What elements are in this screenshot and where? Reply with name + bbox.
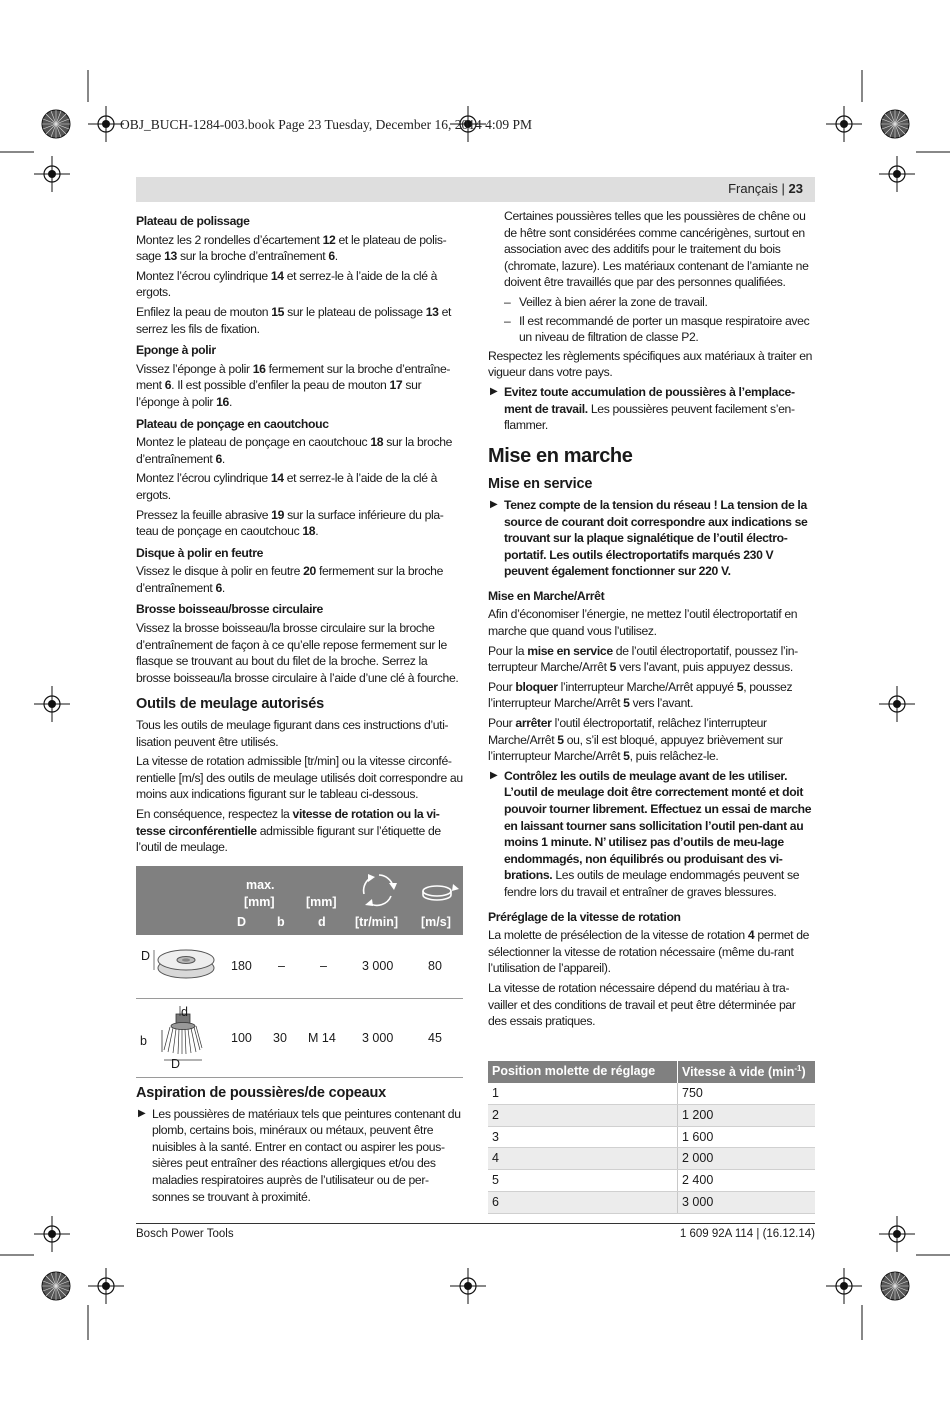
table-row: 1 750 xyxy=(488,1083,815,1105)
bullet-item: ▶ Evitez toute accumulation de poussières à l’emplace-ment de travail. Les poussières peuvent facilement s’en-flammer. xyxy=(490,384,795,433)
footer-doc-number: 1 609 92A 114 | (16.12.14) xyxy=(679,1228,815,1240)
col-separator xyxy=(677,1061,678,1083)
rotation-speed-icon xyxy=(360,872,398,908)
heading-mise-en-marche: Mise en marche xyxy=(488,444,633,467)
heading-brosse: Brosse boisseau/brosse circulaire xyxy=(136,602,323,617)
cell-D: 180 xyxy=(231,959,252,973)
table-row: 6 3 000 xyxy=(488,1192,815,1214)
cell-b: 30 xyxy=(273,1031,287,1045)
bullet-triangle-icon: ▶ xyxy=(490,769,498,781)
heading-marche-arret: Mise en Marche/Arrêt xyxy=(488,588,605,603)
language-label: Français xyxy=(728,181,778,196)
paragraph: Enfilez la peau de mouton 15 sur le plateau de polissage 13 et serrez les fils de fixation. xyxy=(136,304,452,336)
sunburst-mark-tl xyxy=(42,110,70,138)
crossmark-left-top xyxy=(34,156,70,192)
heading-eponge: Eponge à polir xyxy=(136,343,216,358)
bullet-item: ▶ Les poussières de matériaux tels que peintures contenant du plomb, certains bois, minéraux ou métaux, peuvent être nuisibles à la santé. Entrer en contact ou aspirer les pous-sières peut entraîner des réactions allergiques et/ou des maladies respiratoires auprès de l’utilisateur ou de per-sonnes se trouvant à proximité. xyxy=(138,1106,461,1204)
cell-d: – xyxy=(320,959,327,973)
speed-table xyxy=(488,1061,815,1214)
table-row: 2 1 200 xyxy=(488,1105,815,1127)
header-D: D xyxy=(237,915,247,929)
dash-item: – Veillez à bien aérer la zone de travail. xyxy=(504,294,708,309)
circumferential-speed-icon xyxy=(419,880,463,902)
cell-d: M 14 xyxy=(308,1031,336,1045)
sunburst-mark-tr xyxy=(881,110,909,138)
cell-rpm: 3 000 xyxy=(362,959,394,973)
grinding-tools-table xyxy=(136,866,463,1078)
header-b: b xyxy=(277,915,285,929)
table-row: 3 1 600 xyxy=(488,1127,815,1149)
crossmark-top-3 xyxy=(826,106,862,142)
paragraph: Montez l’écrou cylindrique 14 et serrez-le à l’aide de la clé à ergots. xyxy=(136,471,438,502)
crossmark-left-bottom xyxy=(34,1216,70,1252)
dim-label-D: D xyxy=(171,1057,181,1071)
page-header-bar xyxy=(136,177,815,202)
heading-feutre: Disque à polir en feutre xyxy=(136,545,264,560)
table-row: 4 2 000 xyxy=(488,1148,815,1170)
dash-glyph: – xyxy=(504,313,511,328)
heading-aspiration: Aspiration de poussières/de copeaux xyxy=(136,1085,387,1101)
header-d: d xyxy=(318,915,326,929)
cell-D: 100 xyxy=(231,1031,252,1045)
crossmark-left-mid xyxy=(34,686,70,722)
cell-ms: 45 xyxy=(428,1031,442,1045)
header-m-s: [m/s] xyxy=(421,915,451,929)
heading-mise-en-service: Mise en service xyxy=(488,476,593,493)
row-divider xyxy=(136,1077,463,1078)
crossmark-top-1 xyxy=(88,106,124,142)
paragraph: Pour arrêter l’outil électroportatif, relâchez l’interrupteur Marche/Arrêt 5 ou, s’il est bloqué, appuyez brièvement sur l’interrupteur Marche/Arrêt 5, puis relâchez-le. xyxy=(488,716,783,764)
crossmark-right-top xyxy=(879,156,915,192)
col-header-position: Position molette de réglage xyxy=(492,1064,656,1078)
footer-brand: Bosch Power Tools xyxy=(136,1228,234,1240)
col-header-speed: Vitesse à vide $(\min^{-1})$ xyxy=(682,1064,806,1080)
sunburst-mark-bl xyxy=(42,1272,70,1300)
header-mm-2: [mm] xyxy=(306,895,337,909)
dash-item: – Il est recommandé de porter un masque respiratoire avec un niveau de filtration de classe P2. xyxy=(504,313,810,345)
dim-label-d: d xyxy=(181,1005,188,1019)
paragraph: La vitesse de rotation admissible [tr/min] ou la vitesse circonfé-rentielle [m/s] des outils de meulage utilisés doit correspondre au moins aux indications figurant sur le tableau ci-dessous. xyxy=(136,754,463,802)
heading-caoutchouc: Plateau de ponçage en caoutchouc xyxy=(136,416,329,431)
paragraph: La vitesse de rotation nécessaire dépend du matériau à tra-vailler et des conditions de travail et peut être déterminée par des essais pratiques. xyxy=(488,980,796,1029)
paragraph: Respectez les règlements spécifiques aux matériaux à traiter en vigueur dans votre pays. xyxy=(488,348,813,380)
bullet-triangle-icon: ▶ xyxy=(490,385,498,397)
paragraph: Pour la mise en service de l’outil électroportatif, poussez l’in-terrupteur Marche/Arrêt 5 vers l’avant, puis appuyez dessus. xyxy=(488,643,798,675)
header-max: max. xyxy=(246,878,275,892)
crossmark-bottom-3 xyxy=(826,1268,862,1304)
header-mm-1: [mm] xyxy=(244,895,275,909)
heading-outils-meulage: Outils de meulage autorisés xyxy=(136,696,324,713)
paragraph: Certaines poussières telles que les poussières de chêne ou de hêtre sont considérées comme cancérigènes, surtout en association avec des additifs pour le traitement du bois (chromate, lazure). Les matériaux contenant de l’amiante ne doivent être travaillés que par des personnes qualifiées. xyxy=(504,209,809,290)
bullet-item: ▶ Tenez compte de la tension du réseau ! La tension de la source de courant doit correspondre aux indications se trouvant sur la plaque signalétique de l’outil électro-portatif. Les outils électroportatifs marqués 230 V peuvent également fonctionner sur 220 V. xyxy=(490,497,808,579)
speed-table-header xyxy=(488,1061,815,1083)
aspiration-section xyxy=(136,1083,464,1208)
book-file-header: OBJ_BUCH-1284-003.book Page 23 Tuesday, December 16, 2014 4:09 PM xyxy=(120,117,532,132)
cell-ms: 80 xyxy=(428,959,442,973)
paragraph: Vissez le disque à polir en feutre 20 fermement sur la broche d’entraînement 6. xyxy=(136,564,443,595)
table-header xyxy=(136,866,463,935)
heading-plateau-polissage: Plateau de polissage xyxy=(136,214,250,228)
paragraph: En conséquence, respectez la vitesse de rotation ou la vi-tesse circonférentielle admissible figurant sur l’étiquette de l’outil de meulage. xyxy=(136,807,441,855)
dash-glyph: – xyxy=(504,294,511,309)
row-divider xyxy=(136,998,463,999)
grinding-disc-drawing xyxy=(152,938,216,994)
paragraph: Vissez la brosse boisseau/la brosse circulaire sur la broche d’entraînement de façon à ce qu’elle repose fermement sur le flasque se trouvant au bout du filet de la broche. Serrez la brosse boisseau/la brosse circulaire à l’aide d’une clé à fourche. xyxy=(136,621,459,685)
crossmark-bottom-2 xyxy=(450,1268,486,1304)
paragraph: Pour bloquer l’interrupteur Marche/Arrêt appuyé 5, poussez l’interrupteur Marche/Arrêt 5 vers l’avant. xyxy=(488,679,793,711)
footer-rule xyxy=(136,1223,815,1224)
right-column xyxy=(488,208,816,1033)
page-number: 23 xyxy=(788,181,803,196)
dim-label-b: b xyxy=(140,1034,147,1048)
cell-b: – xyxy=(278,959,285,973)
crossmark-right-mid xyxy=(879,686,915,722)
heading-prereglage: Préréglage de la vitesse de rotation xyxy=(488,909,681,924)
crossmark-bottom-1 xyxy=(88,1268,124,1304)
paragraph: La molette de présélection de la vitesse de rotation 4 permet de sélectionner la vitesse de rotation nécessaire (même du-rant l’utilisation de l’appareil). xyxy=(488,928,810,976)
sunburst-mark-br xyxy=(881,1272,909,1300)
dim-label-D: D xyxy=(141,949,151,963)
paragraph: Montez les 2 rondelles d’écartement 12 et le plateau de polis-sage 13 sur la broche d’entraînement 6. xyxy=(136,232,447,264)
paragraph: Vissez l’éponge à polir 16 fermement sur la broche d’entraîne-ment 6. Il est possible d’enfiler la peau de mouton 17 sur l’éponge à polir 16. xyxy=(136,361,451,409)
table-row: 5 2 400 xyxy=(488,1170,815,1192)
bullet-triangle-icon: ▶ xyxy=(138,1107,146,1119)
cell-rpm: 3 000 xyxy=(362,1031,394,1045)
paragraph: Afin d’économiser l’énergie, ne mettez l’outil électroportatif en marche que quand vous l’utilisez. xyxy=(488,607,798,639)
header-tr-min: [tr/min] xyxy=(355,915,399,929)
paragraph: Tous les outils de meulage figurant dans ces instructions d’uti-lisation peuvent être utilisés. xyxy=(136,718,449,749)
paragraph: Montez l’écrou cylindrique 14 et serrez-le à l’aide de la clé à ergots. xyxy=(136,268,438,300)
bullet-item: ▶ Contrôlez les outils de meulage avant de les utiliser. L’outil de meulage doit être correctement monté et doit pouvoir tourner librement. Effectuez un essai de marche en laissant tourner sans sollicitation l’outil pen-dant au moins 1 minute. N’ utilisez pas d’outils de meu-lage endommagés, non équilibrés ou produisant des vi-brations. Les outils de meulage endommagés peuvent se fendre lors du travail et entraîner de graves blessures. xyxy=(490,768,812,899)
paragraph: Pressez la feuille abrasive 19 sur la surface inférieure du pla-teau de ponçage en caoutchouc 18. xyxy=(136,507,444,539)
crossmark-right-bottom xyxy=(879,1216,915,1252)
header-separator: | xyxy=(777,181,789,196)
left-column xyxy=(136,208,464,859)
bullet-triangle-icon: ▶ xyxy=(490,498,498,510)
paragraph: Montez le plateau de ponçage en caoutchouc 18 sur la broche d’entraînement 6. xyxy=(136,435,453,466)
page-header-label xyxy=(728,181,803,196)
